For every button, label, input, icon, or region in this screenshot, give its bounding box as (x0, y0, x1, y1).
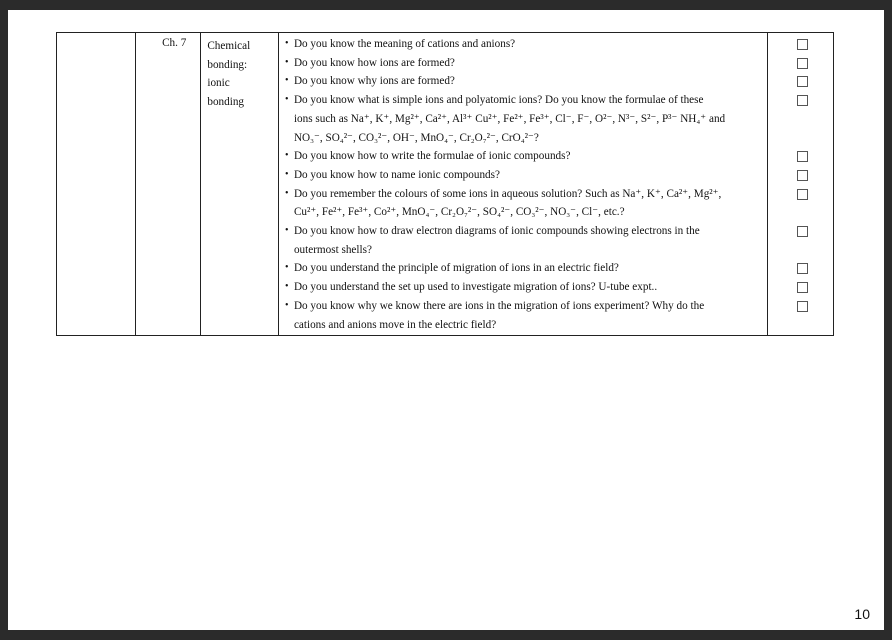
question-line: Cu²⁺, Fe²⁺, Fe³⁺, Co²⁺, MnO₄⁻, Cr₂O₇²⁻, SO₄²⁻, CO₃²⁻, NO₃⁻, Cl⁻, etc.? (293, 206, 625, 219)
table-row (57, 33, 834, 336)
checkbox[interactable] (797, 189, 808, 200)
question-line: Do you know why we know there are ions in the migration of ions experiment? Why do the (293, 299, 705, 312)
question-item (285, 185, 763, 222)
bullet-icon: • (284, 281, 289, 293)
checkbox[interactable] (797, 39, 808, 50)
question-line: NO₃⁻, SO₄²⁻, CO₃²⁻, OH⁻, MnO₄⁻, Cr₂O₇²⁻, CrO₄²⁻? (293, 131, 539, 144)
question-line: Do you know what is simple ions and polyatomic ions? Do you know the formulae of these (293, 94, 704, 107)
chapter-cell (136, 33, 201, 336)
question-item (285, 91, 763, 147)
topic-line: bonding: (207, 58, 248, 71)
question-line: Do you know how to write the formulae of ionic compounds? (293, 150, 571, 163)
topic-line: bonding (207, 95, 245, 108)
question-item (285, 35, 763, 54)
question-line: Do you know the meaning of cations and anions? (293, 38, 516, 50)
bullet-icon: • (284, 225, 289, 237)
checkbox[interactable] (797, 76, 808, 87)
checkbox[interactable] (797, 263, 808, 274)
question-line: Do you know how to name ionic compounds? (293, 168, 500, 181)
question-line: ions such as Na⁺, K⁺, Mg²⁺, Ca²⁺, Al³⁺ Cu²⁺, Fe²⁺, Fe³⁺, Cl⁻, F⁻, O²⁻, N³⁻, S²⁻, P³⁻ NH₄⁺ and (293, 112, 726, 125)
question-line: Do you know why ions are formed? (293, 75, 455, 88)
topic-line: Chemical (207, 40, 251, 52)
question-item (285, 278, 763, 297)
bullet-icon: • (284, 75, 289, 87)
bullet-icon: • (284, 299, 289, 311)
chapter-label: Ch. 7 (162, 37, 187, 49)
question-item (285, 166, 763, 185)
topic-cell (201, 33, 279, 336)
question-line: Do you understand the set up used to investigate migration of ions? U-tube expt.. (293, 281, 658, 294)
checkbox-cell (768, 33, 834, 336)
question-line: Do you know how to draw electron diagrams of ionic compounds showing electrons in the (293, 225, 700, 238)
questions-cell (278, 33, 767, 336)
question-line: cations and anions move in the electric field? (293, 318, 497, 331)
question-line: Do you remember the colours of some ions in aqueous solution? Such as Na⁺, K⁺, Ca²⁺, Mg²⁺, (293, 187, 722, 200)
checkbox[interactable] (797, 58, 808, 69)
question-line: outermost shells? (293, 243, 372, 256)
question-item (285, 222, 763, 259)
question-item (285, 259, 763, 278)
bullet-icon: • (284, 187, 289, 199)
question-item (285, 72, 763, 91)
blank-cell (57, 33, 136, 336)
bullet-icon: • (284, 94, 289, 106)
bullet-icon: • (284, 168, 289, 180)
checkbox[interactable] (797, 151, 808, 162)
checklist-table (56, 32, 834, 336)
question-line: Do you understand the principle of migration of ions in an electric field? (293, 262, 619, 275)
question-list (285, 35, 763, 334)
bullet-icon: • (284, 38, 289, 49)
document-page (8, 10, 884, 630)
checkbox[interactable] (797, 282, 808, 293)
bullet-icon: • (284, 262, 289, 274)
question-item (285, 54, 763, 73)
page-number: 10 (854, 606, 870, 622)
question-line: Do you know how ions are formed? (293, 56, 455, 69)
checkbox[interactable] (797, 95, 808, 106)
question-item (285, 147, 763, 166)
bullet-icon: • (284, 56, 289, 68)
bullet-icon: • (284, 150, 289, 162)
topic-line: ionic (207, 77, 230, 89)
checkbox[interactable] (797, 226, 808, 237)
question-item (285, 297, 763, 334)
checkbox[interactable] (797, 170, 808, 181)
checkbox[interactable] (797, 301, 808, 312)
